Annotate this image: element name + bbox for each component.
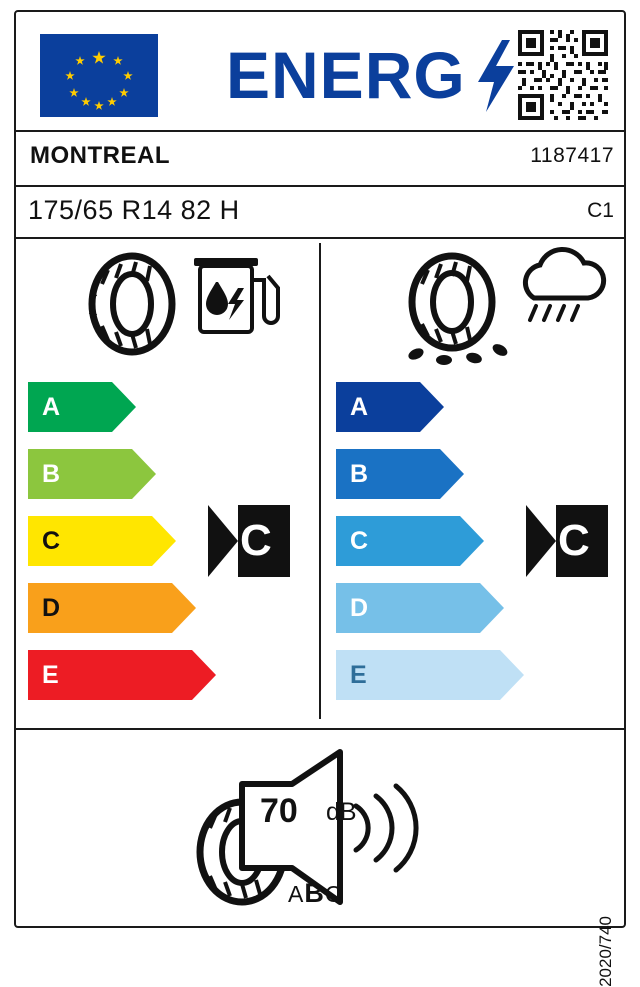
grade-row	[336, 449, 626, 506]
grade-row	[336, 650, 626, 707]
pictogram-row	[16, 240, 624, 365]
grade-bar-e	[28, 650, 216, 700]
qr-code-icon	[516, 28, 610, 122]
noise-class-a: A	[288, 881, 305, 907]
wet-grade-bar-c	[336, 516, 484, 566]
wet-grade-label-a: A	[336, 382, 420, 432]
label-header	[16, 12, 624, 130]
tire-icon-wetgrip	[407, 256, 510, 365]
noise-class-selected: B	[304, 878, 325, 908]
grade-row	[28, 650, 318, 707]
wet-grade-bar-d	[336, 583, 504, 633]
noise-class-c: C	[324, 881, 343, 907]
noise-section	[180, 750, 460, 920]
noise-value: 70	[260, 792, 298, 830]
grade-row	[336, 583, 626, 640]
wet-grade-label-d: D	[336, 583, 480, 633]
page-title: ENERG	[226, 38, 466, 112]
noise-unit: dB	[326, 798, 357, 826]
wet-grade-label-e: E	[336, 650, 500, 700]
wet-grade-bar-a	[336, 382, 444, 432]
wet-grip-rating	[526, 505, 608, 577]
regulation-reference: 2020/740	[596, 916, 615, 987]
grade-bar-a	[28, 382, 136, 432]
grade-label-b: B	[28, 449, 132, 499]
grade-label-d: D	[28, 583, 172, 633]
noise-class	[288, 878, 342, 909]
wet-grade-bar-e	[336, 650, 524, 700]
divider-brand	[16, 185, 624, 187]
fuel-efficiency-rating	[208, 505, 290, 577]
grade-row	[336, 382, 626, 439]
divider-header	[16, 130, 624, 132]
tire-icon-fuel	[90, 256, 172, 352]
grade-row	[28, 583, 318, 640]
grade-bar-c	[28, 516, 176, 566]
grade-row	[28, 382, 318, 439]
brand-name: MONTREAL	[30, 142, 170, 169]
lightning-bolt-icon	[476, 40, 516, 112]
wet-grade-label-b: B	[336, 449, 440, 499]
rain-cloud-icon	[525, 250, 603, 320]
eu-flag-icon	[40, 34, 158, 117]
divider-noise	[16, 728, 624, 730]
grade-bar-d	[28, 583, 196, 633]
tyre-size: 175/65 R14 82 H	[28, 195, 240, 225]
wet-grade-bar-b	[336, 449, 464, 499]
fuel-efficiency-value: C	[238, 505, 290, 577]
grade-row	[28, 449, 318, 506]
divider-size	[16, 237, 624, 239]
grade-label-e: E	[28, 650, 192, 700]
wet-grade-label-c: C	[336, 516, 460, 566]
grade-bar-b	[28, 449, 156, 499]
tyre-class: C1	[587, 199, 614, 222]
wet-grip-value: C	[556, 505, 608, 577]
fuel-pump-icon	[194, 258, 278, 332]
sound-waves-icon	[356, 786, 416, 870]
grade-label-c: C	[28, 516, 152, 566]
grade-label-a: A	[28, 382, 112, 432]
sku-number: 1187417	[530, 144, 614, 167]
